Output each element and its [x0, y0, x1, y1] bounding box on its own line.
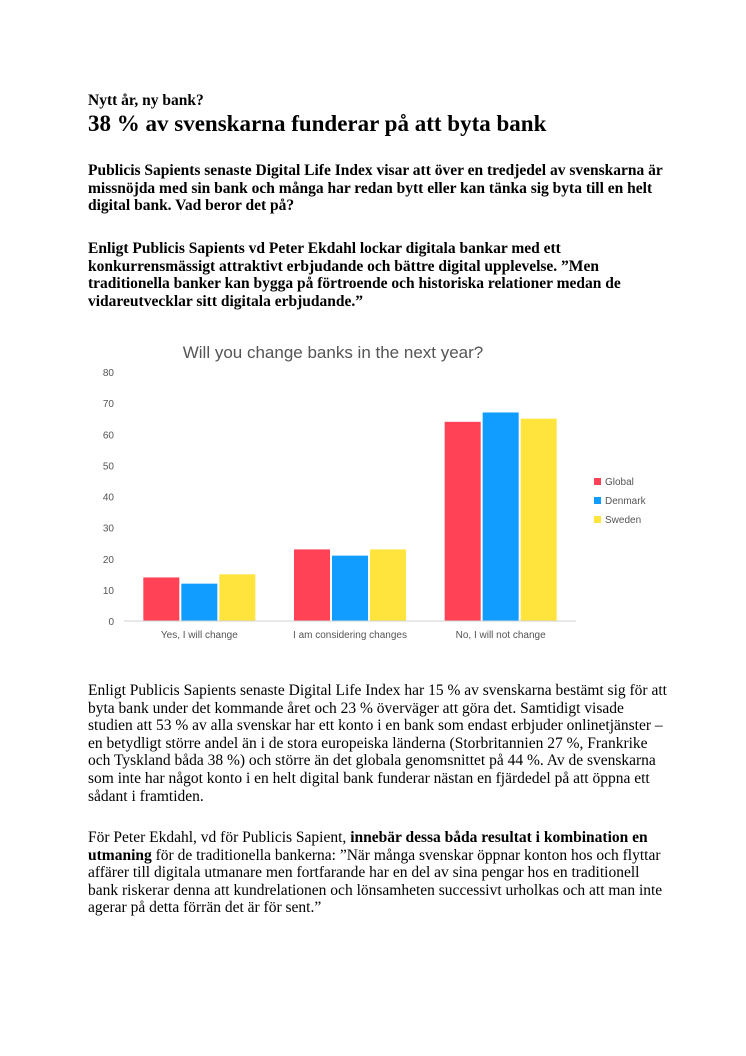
bar-global-2	[445, 422, 481, 621]
y-tick-label: 70	[102, 399, 114, 411]
y-tick-label: 20	[102, 554, 114, 566]
bar-sweden-0	[219, 574, 255, 621]
legend	[594, 477, 647, 526]
y-tick-label: 50	[102, 461, 114, 473]
body-2-end: för de traditionella bankerna: ”När många svenskar öppnar konton hos och flyttar affärer till digitala utmanare men fortfarande har en del av sina pengar hos en traditionell bank riskerar denna att kundrelationen och lönsamheten successivt urholkas och att man inte agerar på detta förrän det är för sent.”	[88, 846, 663, 917]
bar-global-1	[294, 549, 330, 621]
article-headline: 38 % av svenskarna funderar på att byta bank	[88, 111, 547, 136]
y-tick-label: 80	[102, 368, 114, 379]
y-tick-label: 30	[102, 523, 114, 535]
legend-swatch-denmark	[594, 497, 601, 504]
bar-denmark-1	[332, 556, 368, 621]
y-tick-label: 10	[102, 585, 114, 597]
bar-denmark-2	[483, 412, 519, 621]
y-tick-label: 40	[102, 492, 114, 504]
y-axis	[103, 368, 115, 628]
bar-sweden-1	[370, 549, 406, 621]
x-axis	[124, 621, 576, 641]
bars	[143, 412, 556, 621]
article-kicker: Nytt år, ny bank?	[88, 92, 204, 109]
y-tick-label: 0	[108, 617, 114, 628]
x-tick-label: I am considering changes	[293, 630, 407, 641]
body-paragraph-1: Enligt Publicis Sapients senaste Digital Life Index har 15 % av svenskarna bestämt sig för att byta bank under det kommande året och 23 % överväger att göra det. Samtidigt visade studien att 53 % av alla svenskar har ett konto i en bank som endast erbjuder onlinetjänster – en betydligt större andel än i de stora europeiska länderna (Storbritannien 27 %, Frankrike och Tyskland båda 38 %) och större än det globala genomsnittet på 44 %. Av de svenskarna som inte har något konto i en helt digital bank funderar nästan en fjärdedel på att öppna ett sådant i framtiden.	[88, 682, 667, 805]
lead-paragraph-2: Enligt Publicis Sapients vd Peter Ekdahl lockar digitala bankar med ett konkurrensmässigt attraktivt erbjudande och bättre digital upplevelse. ”Men traditionella banker kan bygga på förtroende och historiska relationer medan de vidareutvecklar sitt digitala erbjudande.”	[88, 240, 621, 310]
body-2-start: För Peter Ekdahl, vd för Publicis Sapient,	[88, 829, 351, 846]
bar-sweden-2	[521, 419, 557, 621]
x-tick-label: Yes, I will change	[160, 630, 238, 641]
chart-canvas	[88, 334, 648, 644]
bar-global-0	[143, 577, 179, 621]
lead-paragraph-1: Publicis Sapients senaste Digital Life Index visar att över en tredjedel av svenskarna är missnöjda med sin bank och många har redan bytt eller kan tänka sig byta till en helt digital bank. Vad beror det på?	[88, 162, 663, 215]
bank-switch-chart	[88, 334, 648, 644]
legend-label-global: Global	[605, 477, 634, 488]
legend-label-sweden: Sweden	[605, 515, 642, 526]
legend-swatch-global	[594, 478, 601, 485]
body-2-emphasis: innebär dessa båda resultat i kombination en utmaning	[88, 829, 648, 864]
x-tick-label: No, I will not change	[455, 630, 546, 641]
legend-swatch-sweden	[594, 516, 601, 523]
bar-denmark-0	[181, 584, 217, 621]
body-paragraph-2	[88, 829, 668, 917]
legend-label-denmark: Denmark	[605, 496, 646, 507]
y-tick-label: 60	[102, 430, 114, 442]
chart-title: Will you change banks in the next year?	[182, 343, 484, 362]
